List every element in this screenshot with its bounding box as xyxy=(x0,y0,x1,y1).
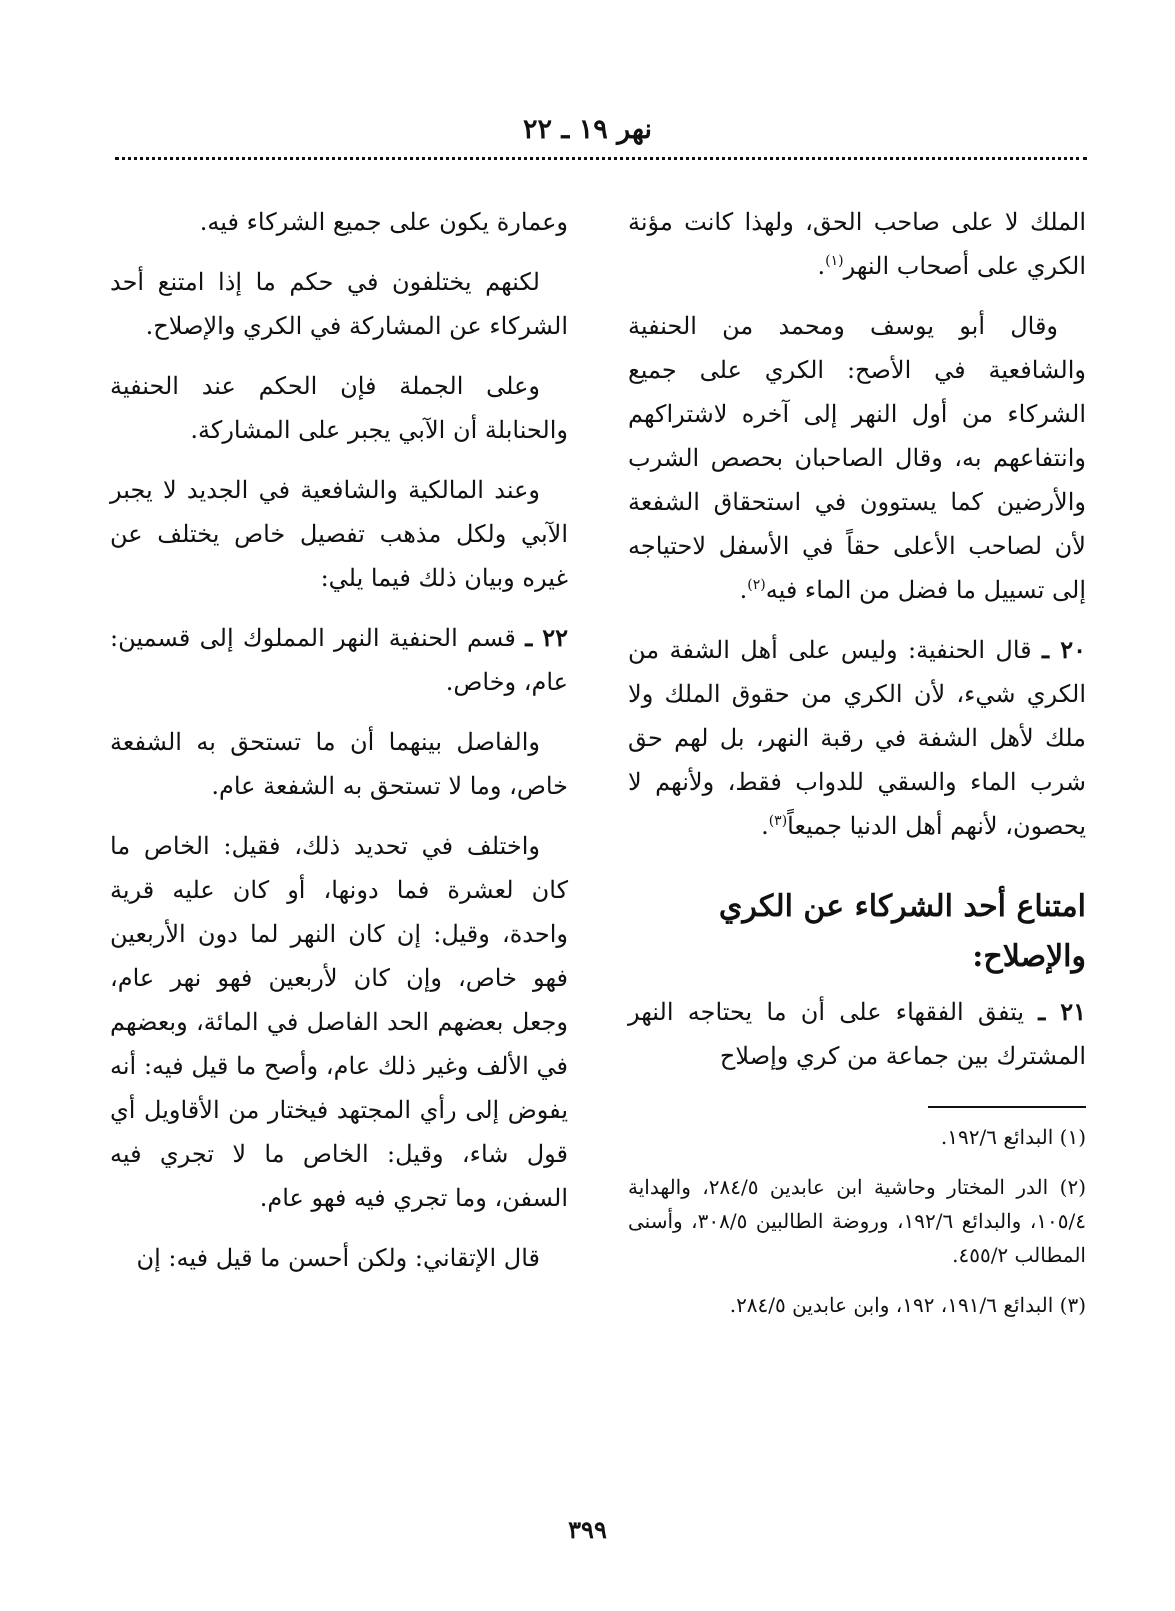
paragraph: وقال أبو يوسف ومحمد من الحنفية والشافعية في الأصح: الكري على جميع الشركاء من أول النهر إلى آخره لاشتراكهم وانتفاعهم به، وقال الصاحبان بحصص الشرب والأرضين كما يستوون في استحقاق الشفعة لأن لصاحب الأعلى حقاً في الأسفل لاحتياجه إلى تسييل ما فضل من الماء فيه$^{(٢)}$. xyxy=(628,312,1086,604)
header-dotted-rule xyxy=(115,157,1087,160)
paragraph: وعمارة يكون على جميع الشركاء فيه. xyxy=(199,208,568,236)
footnote-2: (٢) الدر المختار وحاشية ابن عابدين ٢٨٤/٥، والهداية ١٠٥/٤، والبدائع ١٩٢/٦، وروضة الطالبين ٣٠٨/٥، وأسنى المطالب ٤٥٥/٢. xyxy=(628,1175,1087,1267)
page-number: ٣٩٩ xyxy=(568,1515,607,1544)
right-column xyxy=(628,200,1086,1338)
paragraph: لكنهم يختلفون في حكم ما إذا امتنع أحد الشركاء عن المشاركة في الكري والإصلاح. xyxy=(110,268,568,340)
section-heading: امتناع أحد الشركاء عن الكري والإصلاح: xyxy=(718,889,1086,974)
footnote-1: (١) البدائع ١٩٢/٦. xyxy=(940,1125,1086,1149)
paragraph: وعند المالكية والشافعية في الجديد لا يجبر الآبي ولكل مذهب تفصيل خاص يختلف عن غيره وبيان ذلك فيما يلي: xyxy=(110,476,568,592)
paragraph: قال الإتقاني: ولكن أحسن ما قيل فيه: إن xyxy=(136,1244,540,1272)
paragraph: الملك لا على صاحب الحق، ولهذا كانت مؤنة الكري على أصحاب النهر$^{(١)}$. xyxy=(628,208,1086,280)
left-column xyxy=(110,200,568,1280)
running-header: نهر ١٩ ـ ٢٢ xyxy=(522,114,652,145)
footnote-rule xyxy=(928,1106,1086,1108)
footnote-ref: (٣) xyxy=(768,813,788,829)
footnote-3: (٣) البدائع ١٩١/٦، ١٩٢، وابن عابدين ٢٨٤/٥. xyxy=(729,1293,1086,1317)
paragraph: والفاصل بينهما أن ما تستحق به الشفعة خاص، وما لا تستحق به الشفعة عام. xyxy=(110,728,568,800)
footnote-ref: (٢) xyxy=(747,577,766,593)
paragraph: واختلف في تحديد ذلك، فقيل: الخاص ما كان لعشرة فما دونها، أو كان عليه قرية واحدة، وقيل: إن كان النهر لما دون الأربعين فهو خاص، وإن كان لأربعين فهو نهر عام، وجعل بعضهم الحد الفاصل في المائة، وبعضهم في الألف وغير ذلك عام، وأصح ما قيل فيه: أنه يفوض إلى رأي المجتهد فيختار من الأقاويل أي قول شاء، وقيل: الخاص ما لا تجري فيه السفن، وما تجري فيه فهو عام. xyxy=(110,832,568,1212)
paragraph: وعلى الجملة فإن الحكم عند الحنفية والحنابلة أن الآبي يجبر على المشاركة. xyxy=(110,372,568,444)
section-22: ٢٢ ـ قسم الحنفية النهر المملوك إلى قسمين: عام، وخاص. xyxy=(110,623,568,696)
section-20: ٢٠ ـ قال الحنفية: وليس على أهل الشفة من الكري شيء، لأن الكري من حقوق الملك ولا ملك لأهل الشفة في رقبة النهر، بل لهم حق شرب الماء والسقي للدواب فقط، ولأنهم لا يحصون، لأنهم أهل الدنيا جميعاً$^{(٣)}$. xyxy=(628,635,1086,840)
footnote-ref: (١) xyxy=(825,253,844,269)
section-21: ٢١ ـ يتفق الفقهاء على أن ما يحتاجه النهر المشترك بين جماعة من كري وإصلاح xyxy=(628,997,1086,1070)
